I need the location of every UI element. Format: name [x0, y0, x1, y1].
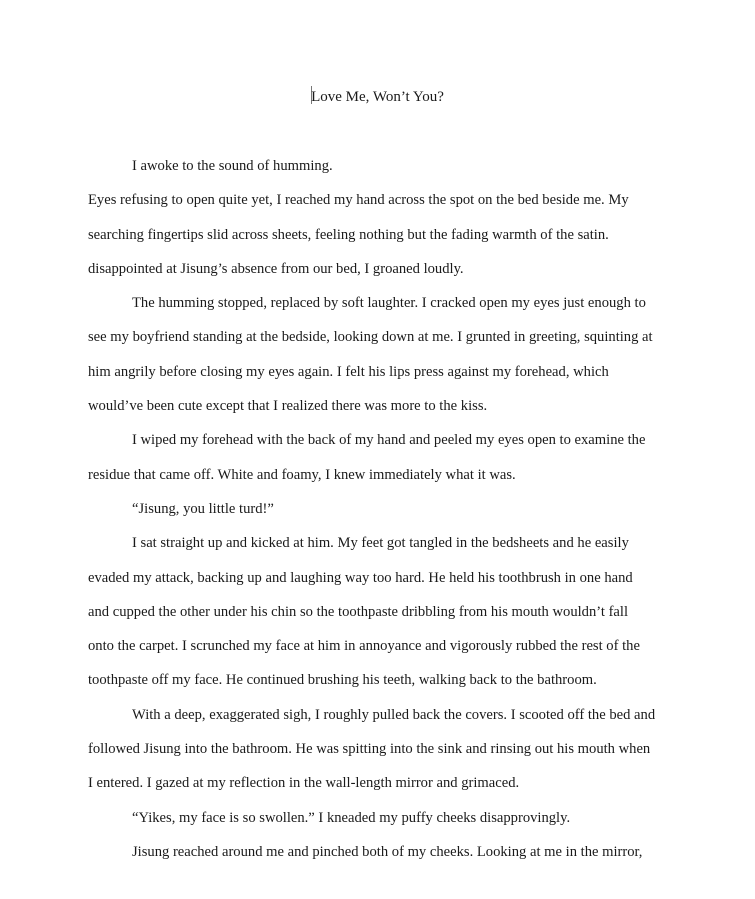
text-line: With a deep, exaggerated sigh, I roughly pulled back the covers. I scooted off the bed and	[132, 706, 656, 723]
text-line: would’ve been cute except that I realized there was more to the kiss.	[88, 398, 488, 415]
text-line: and cupped the other under his chin so the toothpaste dribbling from his mouth wouldn’t fall	[88, 603, 629, 620]
text-line: him angrily before closing my eyes again. I felt his lips press against my forehead, which	[88, 363, 609, 380]
text-line: onto the carpet. I scrunched my face at him in annoyance and vigorously rubbed the rest of the	[88, 638, 640, 655]
document-body[interactable]	[88, 154, 688, 874]
document-title-line[interactable]	[0, 86, 755, 108]
text-line: Jisung reached around me and pinched both of my cheeks. Looking at me in the mirror,	[132, 843, 643, 860]
text-line: I wiped my forehead with the back of my hand and peeled my eyes open to examine the	[132, 432, 646, 449]
text-line: searching fingertips slid across sheets, feeling nothing but the fading warmth of the satin.	[88, 226, 609, 243]
text-line: I entered. I gazed at my reflection in the wall-length mirror and grimaced.	[88, 775, 520, 792]
text-line: disappointed at Jisung’s absence from our bed, I groaned loudly.	[88, 260, 464, 277]
text-line: see my boyfriend standing at the bedside, looking down at me. I grunted in greeting, squinting at	[88, 329, 653, 346]
text-line: I sat straight up and kicked at him. My feet got tangled in the bedsheets and he easily	[132, 535, 629, 552]
document-title: Love Me, Won’t You?	[311, 89, 444, 105]
text-line: The humming stopped, replaced by soft laughter. I cracked open my eyes just enough to	[132, 295, 646, 312]
text-line: I awoke to the sound of humming.	[132, 158, 333, 174]
text-line: residue that came off. White and foamy, I knew immediately what it was.	[88, 466, 516, 483]
text-line: “Yikes, my face is so swollen.” I kneaded my puffy cheeks disapprovingly.	[132, 809, 571, 826]
text-line: followed Jisung into the bathroom. He was spitting into the sink and rinsing out his mouth when	[88, 741, 651, 758]
text-line: toothpaste off my face. He continued brushing his teeth, walking back to the bathroom.	[88, 672, 597, 689]
text-line: evaded my attack, backing up and laughing way too hard. He held his toothbrush in one hand	[88, 569, 633, 586]
text-line: “Jisung, you little turd!”	[132, 500, 274, 517]
text-line: Eyes refusing to open quite yet, I reached my hand across the spot on the bed beside me. My	[88, 192, 629, 209]
